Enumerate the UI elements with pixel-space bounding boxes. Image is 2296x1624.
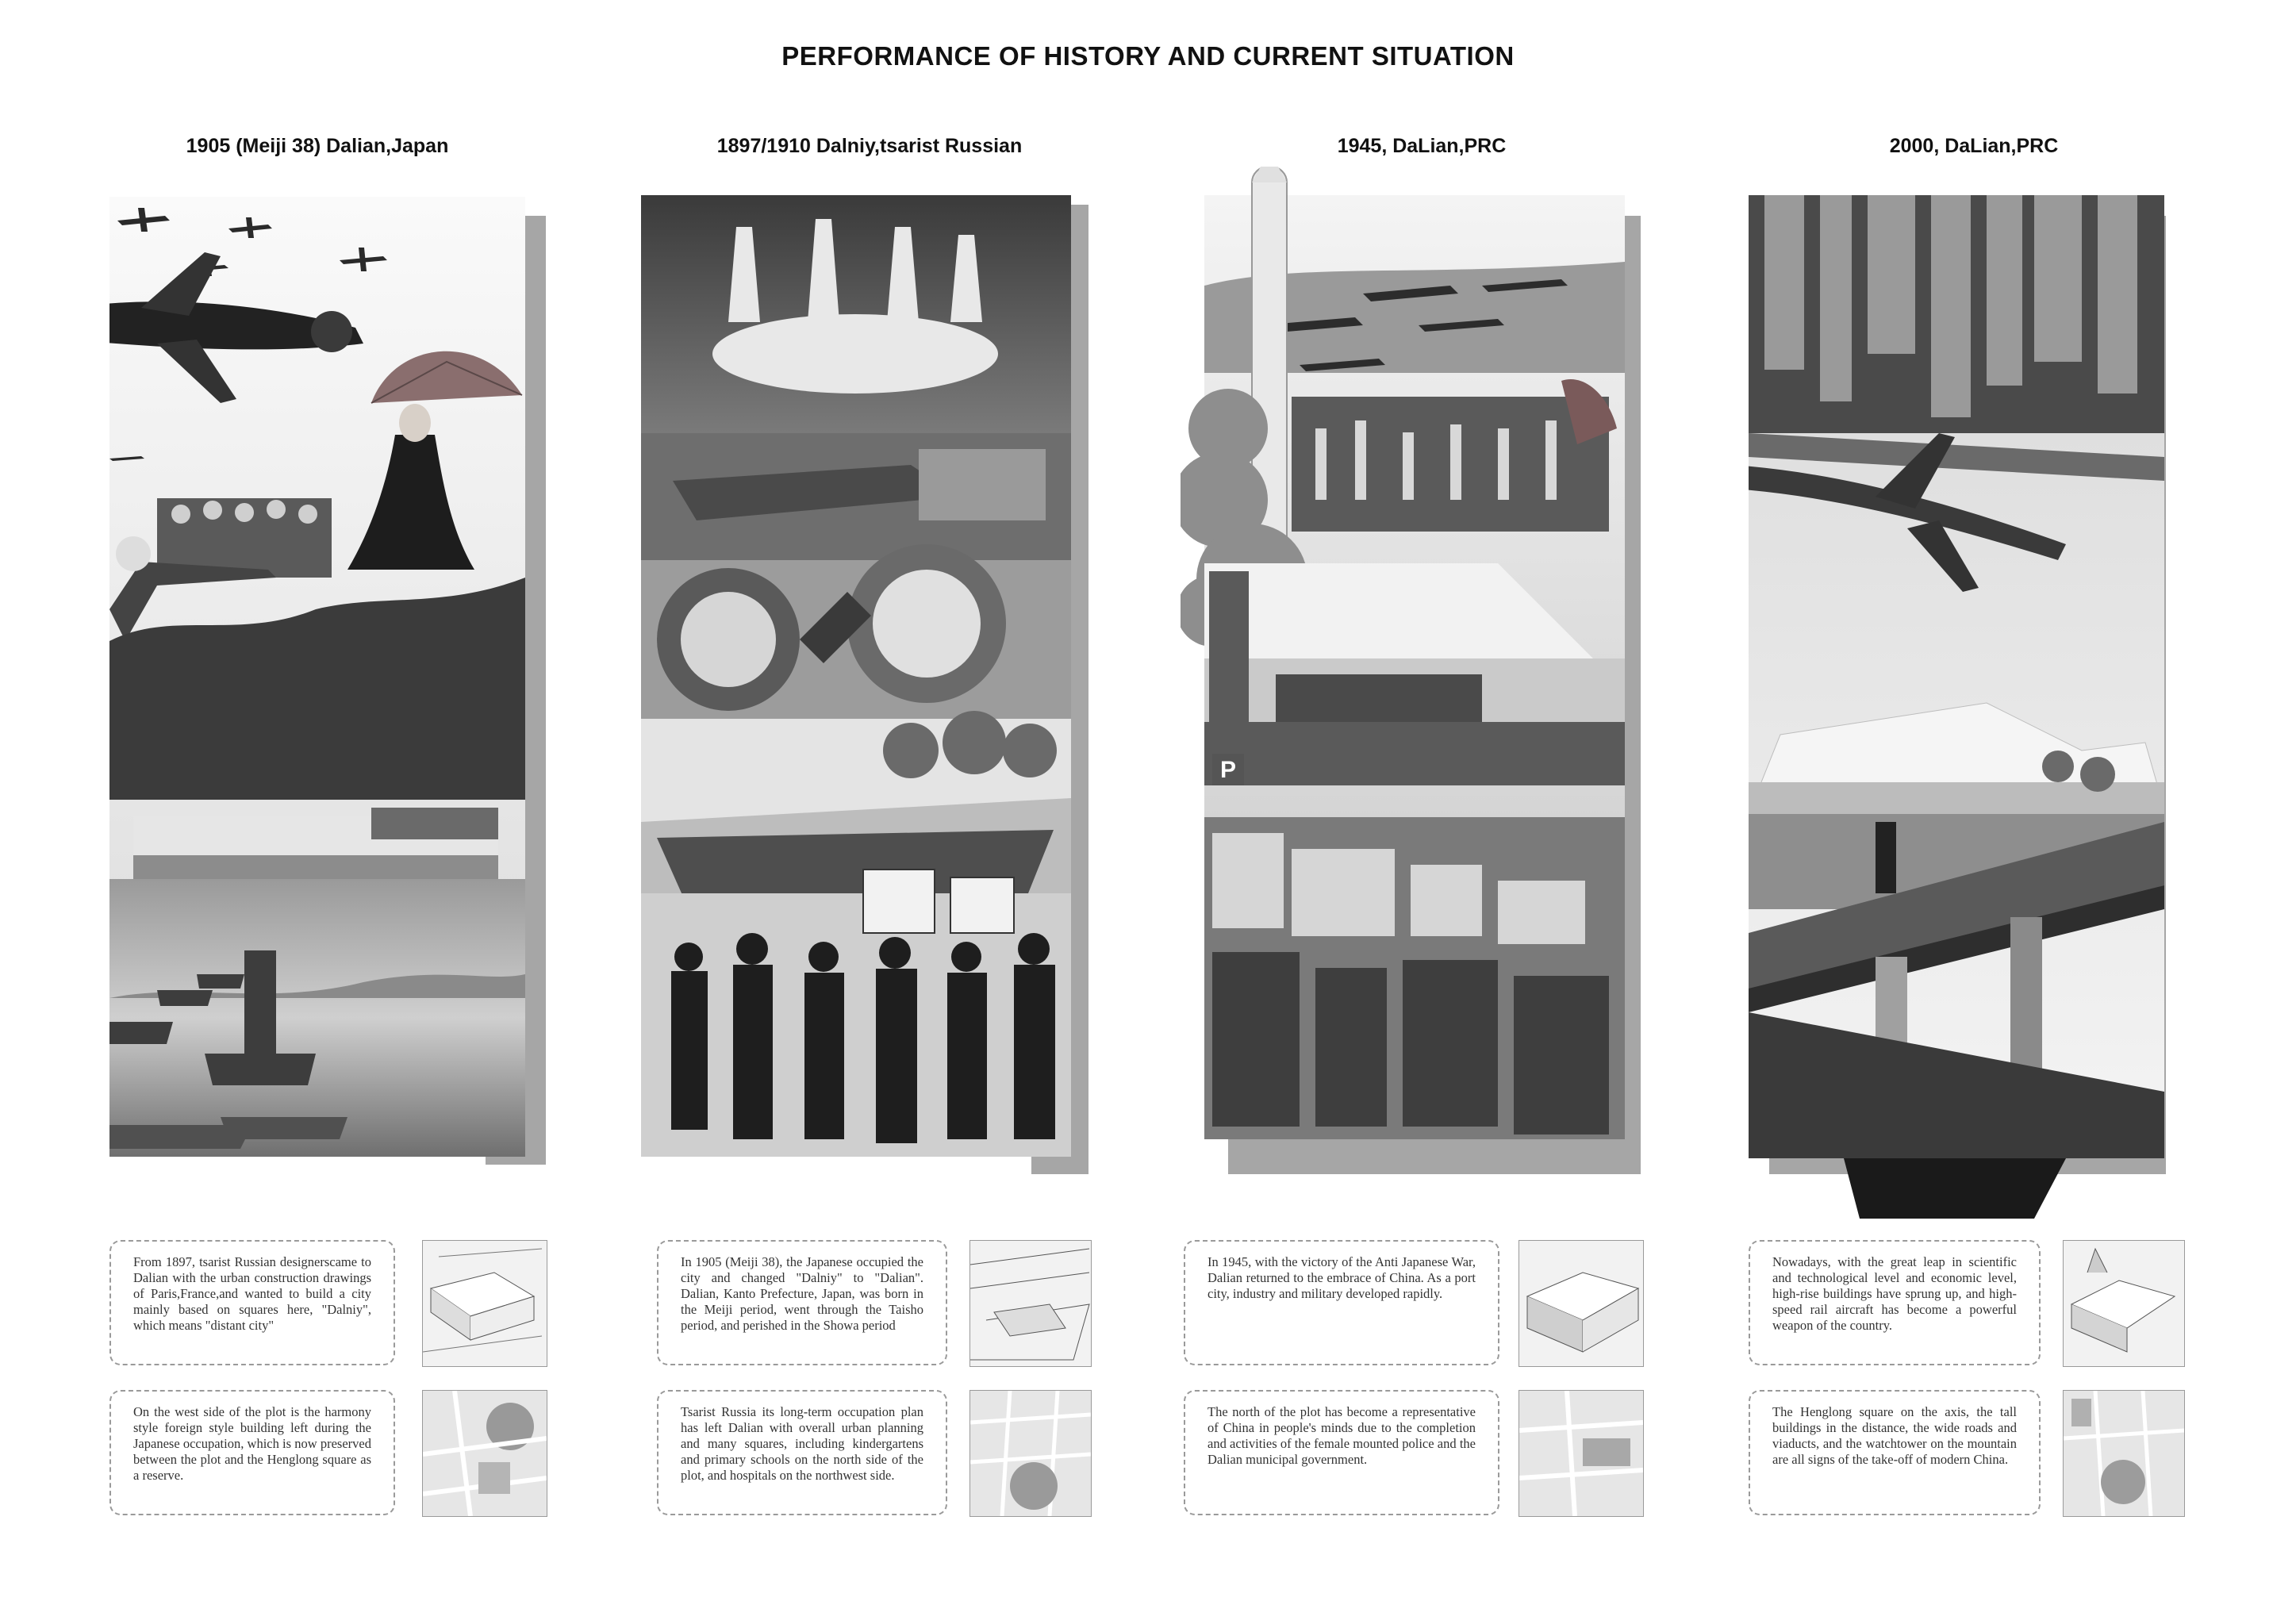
- parking-sign-label: P: [1219, 757, 1237, 783]
- description-1905-bottom: On the west side of the plot is the harmony style foreign style building left during the Japanese occupation, which is now preserved between the plot and the Henglong square as a reserve.: [133, 1404, 371, 1483]
- column-heading-1897: 1897/1910 Dalniy,tsarist Russian: [716, 135, 1023, 157]
- axonometric-thumb-1905: [422, 1240, 547, 1367]
- map-thumb-1945: [1519, 1390, 1644, 1517]
- description-1897-top: In 1905 (Meiji 38), the Japanese occupied the city and changed "Dalniy" to "Dalian". Dalian, Kanto Prefecture, Japan, was born in the Meiji period, went through the Taisho period, and perished in the Showa period: [681, 1254, 923, 1333]
- description-1945-bottom: The north of the plot has become a representative of China in people's minds due to the completion and activities of the female mounted police and the Dalian municipal government.: [1208, 1404, 1476, 1467]
- description-2000-top: Nowadays, with the great leap in scientific and technological level and economic level, high-rise buildings have sprung up, and high-speed rail aircraft has become a powerful weapon of the country.: [1772, 1254, 2017, 1333]
- description-2000-bottom: The Henglong square on the axis, the tall buildings in the distance, the wide roads and viaducts, and the watchtower on the mountain are all signs of the take-off of modern China.: [1772, 1404, 2017, 1467]
- text-box-1897-bottom: [657, 1390, 947, 1515]
- column-heading-1945: 1945, DaLian,PRC: [1337, 135, 1507, 157]
- text-box-1945-top: [1184, 1240, 1499, 1365]
- collage-1945-prc: [1181, 167, 1625, 1168]
- text-box-1905-bottom: [109, 1390, 395, 1515]
- description-1897-bottom: Tsarist Russia its long-term occupation plan has left Dalian with overall urban planning and many squares, including kindergartens and primary schools on the north side of the plot, and hospitals on the northwest side.: [681, 1404, 923, 1483]
- text-box-1905-top: [109, 1240, 395, 1365]
- text-box-1945-bottom: [1184, 1390, 1499, 1515]
- description-1945-top: In 1945, with the victory of the Anti Japanese War, Dalian returned to the embrace of China. As a port city, industry and military developed rapidly.: [1208, 1254, 1476, 1301]
- page-title: PERFORMANCE OF HISTORY AND CURRENT SITUATION: [781, 41, 1515, 71]
- axonometric-thumb-2000: [2063, 1240, 2185, 1367]
- column-heading-2000: 2000, DaLian,PRC: [1889, 135, 2059, 157]
- column-heading-1905: 1905 (Meiji 38) Dalian,Japan: [186, 135, 449, 157]
- map-thumb-2000: [2063, 1390, 2185, 1517]
- collage-2000-prc: [1749, 195, 2164, 1219]
- description-1905-top: From 1897, tsarist Russian designerscame to Dalian with the urban construction drawings of Paris,France,and wanted to build a city mainly based on squares here, "Dalniy", which means "distant city": [133, 1254, 371, 1333]
- axonometric-thumb-1897: [969, 1240, 1092, 1367]
- axonometric-thumb-1945: [1519, 1240, 1644, 1367]
- collage-1897-russia: [641, 195, 1071, 1157]
- text-box-2000-top: [1749, 1240, 2041, 1365]
- collage-1905-japan: [109, 197, 525, 1157]
- text-box-2000-bottom: [1749, 1390, 2041, 1515]
- map-thumb-1905: [422, 1390, 547, 1517]
- text-box-1897-top: [657, 1240, 947, 1365]
- map-thumb-1897: [969, 1390, 1092, 1517]
